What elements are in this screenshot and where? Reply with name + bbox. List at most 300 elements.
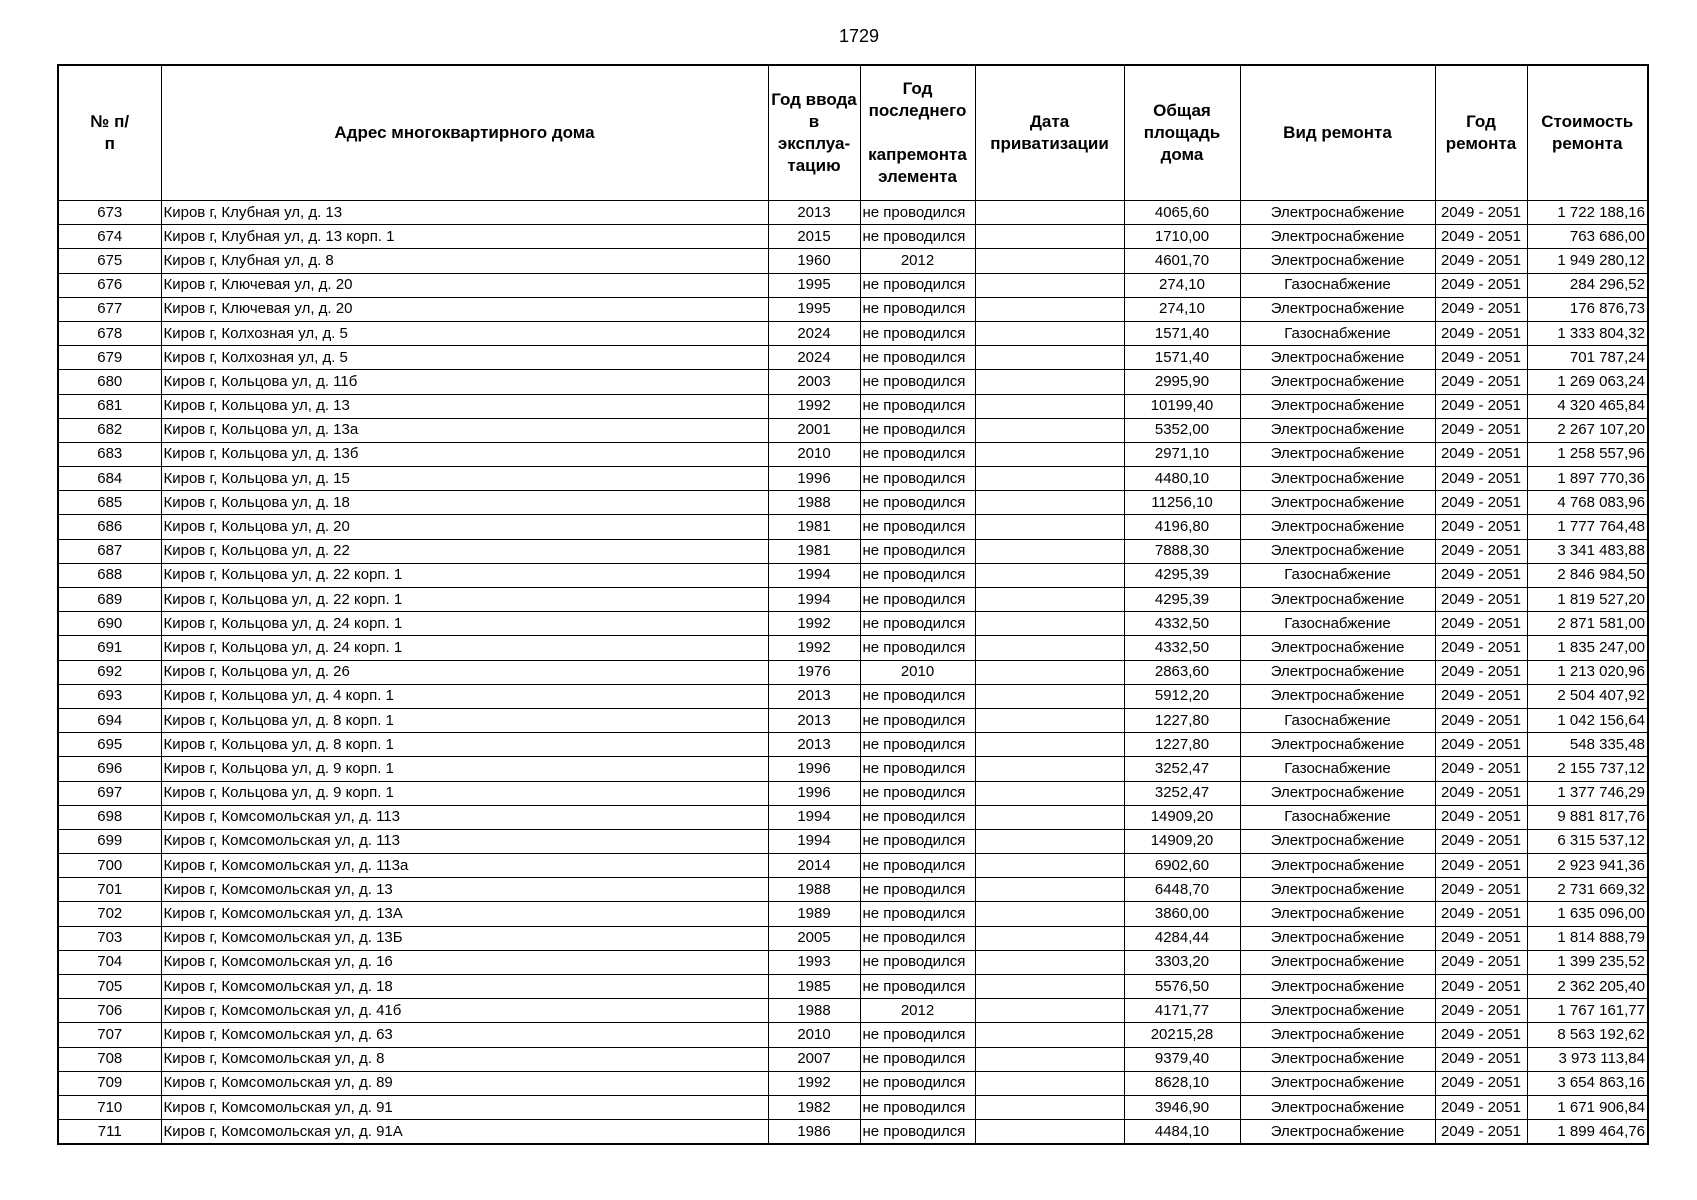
table-row	[58, 1047, 1648, 1071]
cell-year-built: 2005	[768, 926, 860, 950]
cell-repair-type: Электроснабжение	[1240, 829, 1435, 853]
cell-repair-type: Электроснабжение	[1240, 636, 1435, 660]
cell-address: Киров г, Комсомольская ул, д. 41б	[161, 999, 768, 1023]
cell-repair-type: Электроснабжение	[1240, 491, 1435, 515]
cell-cost: 1 814 888,79	[1527, 926, 1648, 950]
cell-privatization	[975, 999, 1124, 1023]
table-row	[58, 273, 1648, 297]
cell-repair-type: Газоснабжение	[1240, 757, 1435, 781]
cell-year-built: 1994	[768, 588, 860, 612]
cell-repair-year: 2049 - 2051	[1435, 612, 1527, 636]
cell-last-repair: не проводился	[860, 926, 975, 950]
cell-year-built: 1996	[768, 467, 860, 491]
table-row	[58, 757, 1648, 781]
header-row	[58, 65, 1648, 201]
table-body	[58, 201, 1648, 1145]
cell-year-built: 1988	[768, 878, 860, 902]
cell-area: 2971,10	[1124, 442, 1240, 466]
cell-last-repair: не проводился	[860, 491, 975, 515]
header-last-repair-line2: капремонта элемента	[868, 145, 967, 186]
cell-repair-type: Электроснабжение	[1240, 926, 1435, 950]
cell-privatization	[975, 249, 1124, 273]
cell-repair-year: 2049 - 2051	[1435, 684, 1527, 708]
cell-privatization	[975, 708, 1124, 732]
cell-last-repair: не проводился	[860, 201, 975, 225]
cell-num: 696	[58, 757, 161, 781]
cell-year-built: 1996	[768, 757, 860, 781]
cell-year-built: 2001	[768, 418, 860, 442]
cell-cost: 2 871 581,00	[1527, 612, 1648, 636]
cell-num: 683	[58, 442, 161, 466]
cell-repair-type: Электроснабжение	[1240, 902, 1435, 926]
table-row	[58, 418, 1648, 442]
cell-repair-type: Электроснабжение	[1240, 515, 1435, 539]
cell-repair-year: 2049 - 2051	[1435, 999, 1527, 1023]
cell-year-built: 1992	[768, 636, 860, 660]
cell-privatization	[975, 201, 1124, 225]
cell-repair-type: Электроснабжение	[1240, 1047, 1435, 1071]
cell-area: 4332,50	[1124, 636, 1240, 660]
cell-year-built: 1986	[768, 1120, 860, 1145]
cell-cost: 548 335,48	[1527, 733, 1648, 757]
table-row	[58, 1120, 1648, 1145]
cell-last-repair: 2010	[860, 660, 975, 684]
cell-year-built: 1995	[768, 273, 860, 297]
cell-privatization	[975, 975, 1124, 999]
cell-address: Киров г, Комсомольская ул, д. 91	[161, 1095, 768, 1119]
cell-repair-year: 2049 - 2051	[1435, 950, 1527, 974]
cell-area: 1571,40	[1124, 321, 1240, 345]
cell-year-built: 1992	[768, 394, 860, 418]
header-last-repair-line1: Год последнего	[868, 79, 967, 120]
cell-year-built: 2024	[768, 346, 860, 370]
cell-address: Киров г, Кольцова ул, д. 13б	[161, 442, 768, 466]
cell-repair-year: 2049 - 2051	[1435, 201, 1527, 225]
cell-repair-type: Электроснабжение	[1240, 1095, 1435, 1119]
cell-cost: 1 949 280,12	[1527, 249, 1648, 273]
cell-repair-year: 2049 - 2051	[1435, 1023, 1527, 1047]
cell-year-built: 1985	[768, 975, 860, 999]
cell-address: Киров г, Комсомольская ул, д. 113	[161, 805, 768, 829]
table-row	[58, 1023, 1648, 1047]
cell-year-built: 2010	[768, 442, 860, 466]
cell-repair-year: 2049 - 2051	[1435, 926, 1527, 950]
cell-last-repair: не проводился	[860, 733, 975, 757]
table-row	[58, 321, 1648, 345]
cell-repair-type: Электроснабжение	[1240, 950, 1435, 974]
cell-privatization	[975, 273, 1124, 297]
cell-year-built: 1960	[768, 249, 860, 273]
cell-repair-year: 2049 - 2051	[1435, 708, 1527, 732]
table-row	[58, 636, 1648, 660]
cell-num: 685	[58, 491, 161, 515]
cell-area: 5352,00	[1124, 418, 1240, 442]
cell-area: 6448,70	[1124, 878, 1240, 902]
cell-num: 690	[58, 612, 161, 636]
table-row	[58, 902, 1648, 926]
cell-cost: 6 315 537,12	[1527, 829, 1648, 853]
cell-num: 704	[58, 950, 161, 974]
cell-year-built: 1994	[768, 563, 860, 587]
cell-cost: 1 399 235,52	[1527, 950, 1648, 974]
cell-num: 688	[58, 563, 161, 587]
cell-num: 682	[58, 418, 161, 442]
cell-area: 8628,10	[1124, 1071, 1240, 1095]
cell-repair-year: 2049 - 2051	[1435, 757, 1527, 781]
cell-privatization	[975, 805, 1124, 829]
cell-repair-type: Электроснабжение	[1240, 733, 1435, 757]
cell-area: 4196,80	[1124, 515, 1240, 539]
cell-num: 710	[58, 1095, 161, 1119]
cell-last-repair: не проводился	[860, 515, 975, 539]
table-row	[58, 660, 1648, 684]
table-row	[58, 370, 1648, 394]
cell-address: Киров г, Комсомольская ул, д. 113	[161, 829, 768, 853]
cell-cost: 1 377 746,29	[1527, 781, 1648, 805]
cell-num: 677	[58, 297, 161, 321]
cell-num: 700	[58, 854, 161, 878]
cell-cost: 1 767 161,77	[1527, 999, 1648, 1023]
cell-privatization	[975, 1071, 1124, 1095]
cell-num: 693	[58, 684, 161, 708]
cell-area: 10199,40	[1124, 394, 1240, 418]
cell-repair-year: 2049 - 2051	[1435, 854, 1527, 878]
table-row	[58, 1071, 1648, 1095]
cell-repair-type: Электроснабжение	[1240, 394, 1435, 418]
cell-repair-year: 2049 - 2051	[1435, 467, 1527, 491]
cell-cost: 701 787,24	[1527, 346, 1648, 370]
cell-privatization	[975, 588, 1124, 612]
cell-year-built: 1995	[768, 297, 860, 321]
cell-area: 3252,47	[1124, 781, 1240, 805]
cell-cost: 4 320 465,84	[1527, 394, 1648, 418]
cell-address: Киров г, Кольцова ул, д. 24 корп. 1	[161, 612, 768, 636]
cell-privatization	[975, 297, 1124, 321]
table-row	[58, 805, 1648, 829]
cell-privatization	[975, 370, 1124, 394]
cell-privatization	[975, 346, 1124, 370]
cell-privatization	[975, 684, 1124, 708]
cell-cost: 284 296,52	[1527, 273, 1648, 297]
cell-repair-type: Электроснабжение	[1240, 781, 1435, 805]
cell-address: Киров г, Кольцова ул, д. 9 корп. 1	[161, 757, 768, 781]
cell-last-repair: не проводился	[860, 636, 975, 660]
cell-repair-year: 2049 - 2051	[1435, 297, 1527, 321]
cell-address: Киров г, Клубная ул, д. 8	[161, 249, 768, 273]
cell-address: Киров г, Комсомольская ул, д. 89	[161, 1071, 768, 1095]
cell-cost: 1 897 770,36	[1527, 467, 1648, 491]
cell-privatization	[975, 225, 1124, 249]
cell-address: Киров г, Ключевая ул, д. 20	[161, 273, 768, 297]
cell-address: Киров г, Колхозная ул, д. 5	[161, 346, 768, 370]
cell-num: 673	[58, 201, 161, 225]
cell-repair-type: Электроснабжение	[1240, 660, 1435, 684]
cell-repair-type: Электроснабжение	[1240, 975, 1435, 999]
cell-repair-year: 2049 - 2051	[1435, 805, 1527, 829]
cell-year-built: 1981	[768, 515, 860, 539]
cell-num: 679	[58, 346, 161, 370]
cell-privatization	[975, 660, 1124, 684]
cell-area: 14909,20	[1124, 829, 1240, 853]
cell-num: 702	[58, 902, 161, 926]
cell-repair-year: 2049 - 2051	[1435, 902, 1527, 926]
cell-cost: 1 819 527,20	[1527, 588, 1648, 612]
cell-last-repair: не проводился	[860, 273, 975, 297]
page-number: 1729	[838, 26, 880, 46]
cell-repair-type: Электроснабжение	[1240, 1071, 1435, 1095]
cell-last-repair: не проводился	[860, 1023, 975, 1047]
cell-repair-year: 2049 - 2051	[1435, 660, 1527, 684]
cell-num: 695	[58, 733, 161, 757]
table-row	[58, 878, 1648, 902]
cell-repair-year: 2049 - 2051	[1435, 370, 1527, 394]
cell-cost: 2 846 984,50	[1527, 563, 1648, 587]
cell-address: Киров г, Кольцова ул, д. 8 корп. 1	[161, 733, 768, 757]
cell-area: 1571,40	[1124, 346, 1240, 370]
cell-repair-type: Электроснабжение	[1240, 854, 1435, 878]
cell-cost: 2 504 407,92	[1527, 684, 1648, 708]
cell-last-repair: не проводился	[860, 346, 975, 370]
repair-table	[57, 64, 1649, 1145]
cell-repair-type: Электроснабжение	[1240, 878, 1435, 902]
cell-last-repair: не проводился	[860, 854, 975, 878]
cell-repair-year: 2049 - 2051	[1435, 491, 1527, 515]
cell-last-repair: не проводился	[860, 225, 975, 249]
cell-num: 678	[58, 321, 161, 345]
header-repair-type: Вид ремонта	[1240, 65, 1435, 201]
cell-last-repair: не проводился	[860, 1071, 975, 1095]
cell-privatization	[975, 442, 1124, 466]
cell-last-repair: не проводился	[860, 297, 975, 321]
cell-area: 4295,39	[1124, 588, 1240, 612]
cell-cost: 4 768 083,96	[1527, 491, 1648, 515]
cell-last-repair: не проводился	[860, 612, 975, 636]
cell-area: 2995,90	[1124, 370, 1240, 394]
cell-address: Киров г, Кольцова ул, д. 15	[161, 467, 768, 491]
cell-last-repair: не проводился	[860, 781, 975, 805]
table-row	[58, 539, 1648, 563]
cell-cost: 1 671 906,84	[1527, 1095, 1648, 1119]
cell-year-built: 2013	[768, 733, 860, 757]
cell-privatization	[975, 321, 1124, 345]
cell-repair-type: Электроснабжение	[1240, 346, 1435, 370]
cell-repair-year: 2049 - 2051	[1435, 321, 1527, 345]
cell-address: Киров г, Комсомольская ул, д. 13Б	[161, 926, 768, 950]
cell-repair-year: 2049 - 2051	[1435, 418, 1527, 442]
cell-last-repair: 2012	[860, 249, 975, 273]
cell-num: 675	[58, 249, 161, 273]
cell-num: 689	[58, 588, 161, 612]
cell-cost: 2 731 669,32	[1527, 878, 1648, 902]
cell-area: 2863,60	[1124, 660, 1240, 684]
cell-address: Киров г, Кольцова ул, д. 13	[161, 394, 768, 418]
cell-privatization	[975, 394, 1124, 418]
cell-repair-year: 2049 - 2051	[1435, 225, 1527, 249]
cell-repair-type: Электроснабжение	[1240, 999, 1435, 1023]
cell-repair-type: Электроснабжение	[1240, 467, 1435, 491]
cell-address: Киров г, Комсомольская ул, д. 91А	[161, 1120, 768, 1145]
cell-num: 707	[58, 1023, 161, 1047]
cell-num: 694	[58, 708, 161, 732]
cell-cost: 1 258 557,96	[1527, 442, 1648, 466]
cell-address: Киров г, Кольцова ул, д. 11б	[161, 370, 768, 394]
header-privatization: Дата приватизации	[975, 65, 1124, 201]
cell-cost: 8 563 192,62	[1527, 1023, 1648, 1047]
cell-cost: 9 881 817,76	[1527, 805, 1648, 829]
cell-area: 1227,80	[1124, 708, 1240, 732]
cell-address: Киров г, Кольцова ул, д. 8 корп. 1	[161, 708, 768, 732]
cell-address: Киров г, Ключевая ул, д. 20	[161, 297, 768, 321]
cell-repair-type: Газоснабжение	[1240, 708, 1435, 732]
cell-address: Киров г, Кольцова ул, д. 20	[161, 515, 768, 539]
cell-area: 4484,10	[1124, 1120, 1240, 1145]
cell-repair-year: 2049 - 2051	[1435, 563, 1527, 587]
cell-num: 680	[58, 370, 161, 394]
cell-cost: 1 722 188,16	[1527, 201, 1648, 225]
cell-cost: 3 654 863,16	[1527, 1071, 1648, 1095]
cell-last-repair: не проводился	[860, 878, 975, 902]
cell-privatization	[975, 418, 1124, 442]
table-row	[58, 467, 1648, 491]
cell-area: 4332,50	[1124, 612, 1240, 636]
table-row	[58, 515, 1648, 539]
header-address: Адрес многоквартирного дома	[161, 65, 768, 201]
cell-repair-year: 2049 - 2051	[1435, 1095, 1527, 1119]
cell-privatization	[975, 612, 1124, 636]
cell-last-repair: не проводился	[860, 321, 975, 345]
cell-cost: 1 269 063,24	[1527, 370, 1648, 394]
cell-area: 5912,20	[1124, 684, 1240, 708]
cell-repair-type: Электроснабжение	[1240, 418, 1435, 442]
cell-last-repair: не проводился	[860, 1047, 975, 1071]
cell-privatization	[975, 757, 1124, 781]
cell-address: Киров г, Клубная ул, д. 13 корп. 1	[161, 225, 768, 249]
cell-last-repair: не проводился	[860, 975, 975, 999]
cell-repair-type: Газоснабжение	[1240, 805, 1435, 829]
cell-year-built: 1994	[768, 805, 860, 829]
cell-cost: 2 362 205,40	[1527, 975, 1648, 999]
cell-cost: 1 899 464,76	[1527, 1120, 1648, 1145]
table-row	[58, 854, 1648, 878]
cell-privatization	[975, 1023, 1124, 1047]
cell-area: 9379,40	[1124, 1047, 1240, 1071]
cell-year-built: 1996	[768, 781, 860, 805]
table-row	[58, 394, 1648, 418]
cell-last-repair: не проводился	[860, 805, 975, 829]
cell-cost: 1 777 764,48	[1527, 515, 1648, 539]
cell-area: 7888,30	[1124, 539, 1240, 563]
cell-area: 1227,80	[1124, 733, 1240, 757]
cell-year-built: 2015	[768, 225, 860, 249]
cell-repair-type: Электроснабжение	[1240, 1120, 1435, 1145]
cell-privatization	[975, 878, 1124, 902]
cell-year-built: 1982	[768, 1095, 860, 1119]
cell-privatization	[975, 1047, 1124, 1071]
cell-repair-type: Электроснабжение	[1240, 442, 1435, 466]
cell-privatization	[975, 563, 1124, 587]
cell-privatization	[975, 1095, 1124, 1119]
cell-last-repair: не проводился	[860, 708, 975, 732]
cell-last-repair: не проводился	[860, 563, 975, 587]
cell-repair-type: Электроснабжение	[1240, 297, 1435, 321]
cell-area: 3946,90	[1124, 1095, 1240, 1119]
cell-num: 691	[58, 636, 161, 660]
cell-privatization	[975, 539, 1124, 563]
table-row	[58, 563, 1648, 587]
cell-last-repair: не проводился	[860, 757, 975, 781]
cell-cost: 176 876,73	[1527, 297, 1648, 321]
table-row	[58, 201, 1648, 225]
cell-repair-year: 2049 - 2051	[1435, 515, 1527, 539]
cell-area: 1710,00	[1124, 225, 1240, 249]
cell-last-repair: не проводился	[860, 902, 975, 926]
cell-area: 3303,20	[1124, 950, 1240, 974]
cell-address: Киров г, Колхозная ул, д. 5	[161, 321, 768, 345]
cell-last-repair: не проводился	[860, 370, 975, 394]
cell-area: 4601,70	[1124, 249, 1240, 273]
cell-cost: 1 835 247,00	[1527, 636, 1648, 660]
cell-area: 20215,28	[1124, 1023, 1240, 1047]
cell-year-built: 1994	[768, 829, 860, 853]
cell-privatization	[975, 515, 1124, 539]
table-row	[58, 926, 1648, 950]
header-repair-year: Год ремонта	[1435, 65, 1527, 201]
cell-address: Киров г, Кольцова ул, д. 22 корп. 1	[161, 563, 768, 587]
cell-repair-year: 2049 - 2051	[1435, 1047, 1527, 1071]
cell-area: 4480,10	[1124, 467, 1240, 491]
cell-privatization	[975, 491, 1124, 515]
cell-cost: 1 635 096,00	[1527, 902, 1648, 926]
cell-num: 708	[58, 1047, 161, 1071]
cell-repair-year: 2049 - 2051	[1435, 829, 1527, 853]
cell-repair-year: 2049 - 2051	[1435, 273, 1527, 297]
cell-num: 686	[58, 515, 161, 539]
cell-cost: 1 213 020,96	[1527, 660, 1648, 684]
cell-year-built: 2014	[768, 854, 860, 878]
table-row	[58, 249, 1648, 273]
table-row	[58, 999, 1648, 1023]
cell-cost: 2 155 737,12	[1527, 757, 1648, 781]
cell-privatization	[975, 733, 1124, 757]
cell-address: Киров г, Кольцова ул, д. 18	[161, 491, 768, 515]
cell-address: Киров г, Клубная ул, д. 13	[161, 201, 768, 225]
cell-num: 703	[58, 926, 161, 950]
cell-num: 697	[58, 781, 161, 805]
cell-year-built: 1992	[768, 1071, 860, 1095]
table-row	[58, 975, 1648, 999]
table-row	[58, 829, 1648, 853]
cell-area: 3860,00	[1124, 902, 1240, 926]
table-row	[58, 612, 1648, 636]
table-row	[58, 346, 1648, 370]
cell-repair-year: 2049 - 2051	[1435, 588, 1527, 612]
cell-privatization	[975, 902, 1124, 926]
cell-num: 711	[58, 1120, 161, 1145]
cell-repair-type: Электроснабжение	[1240, 539, 1435, 563]
cell-area: 5576,50	[1124, 975, 1240, 999]
cell-area: 274,10	[1124, 273, 1240, 297]
cell-address: Киров г, Комсомольская ул, д. 8	[161, 1047, 768, 1071]
header-area: Общая площадь дома	[1124, 65, 1240, 201]
cell-repair-type: Электроснабжение	[1240, 225, 1435, 249]
cell-repair-year: 2049 - 2051	[1435, 346, 1527, 370]
cell-address: Киров г, Комсомольская ул, д. 63	[161, 1023, 768, 1047]
cell-repair-year: 2049 - 2051	[1435, 733, 1527, 757]
cell-num: 687	[58, 539, 161, 563]
cell-cost: 1 042 156,64	[1527, 708, 1648, 732]
cell-repair-type: Электроснабжение	[1240, 684, 1435, 708]
cell-last-repair: не проводился	[860, 1120, 975, 1145]
